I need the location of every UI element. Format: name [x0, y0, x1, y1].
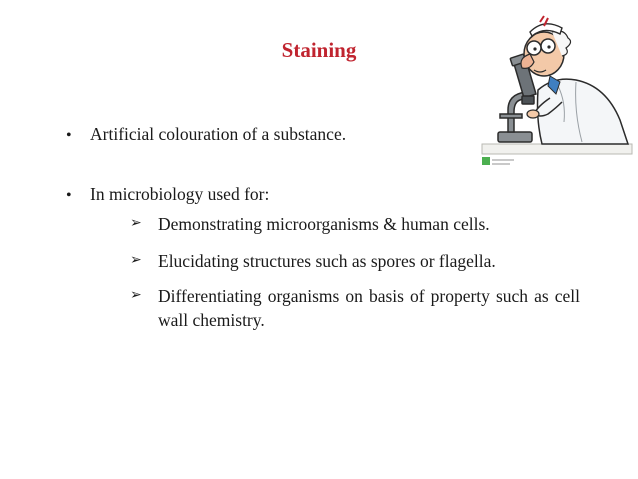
bullet-item — [66, 124, 346, 145]
arrow-bullet-icon: ➢ — [130, 288, 142, 303]
slide-title: Staining — [281, 38, 357, 62]
bullet-text: Artificial colouration of a substance. — [90, 124, 347, 144]
bullet-glyph: • — [66, 187, 72, 204]
sub-bullet-text: Elucidating structures such as spores or flagella. — [158, 251, 496, 271]
arrow-bullet-icon: ➢ — [130, 216, 142, 231]
bullet-item — [66, 184, 269, 205]
sub-bullet-text: Differentiating organisms on basis of property such as cell wall chemistry. — [158, 286, 580, 330]
bullet-glyph: • — [66, 127, 72, 144]
sub-bullet-item — [130, 212, 580, 236]
sub-bullet-text: Demonstrating microorganisms & human cells. — [158, 214, 490, 234]
sub-bullet-item — [130, 284, 580, 332]
arrow-bullet-icon: ➢ — [130, 253, 142, 268]
scientist-with-microscope-icon — [478, 2, 634, 174]
bullet-text: In microbiology used for: — [90, 184, 270, 204]
sub-bullet-item — [130, 249, 580, 273]
